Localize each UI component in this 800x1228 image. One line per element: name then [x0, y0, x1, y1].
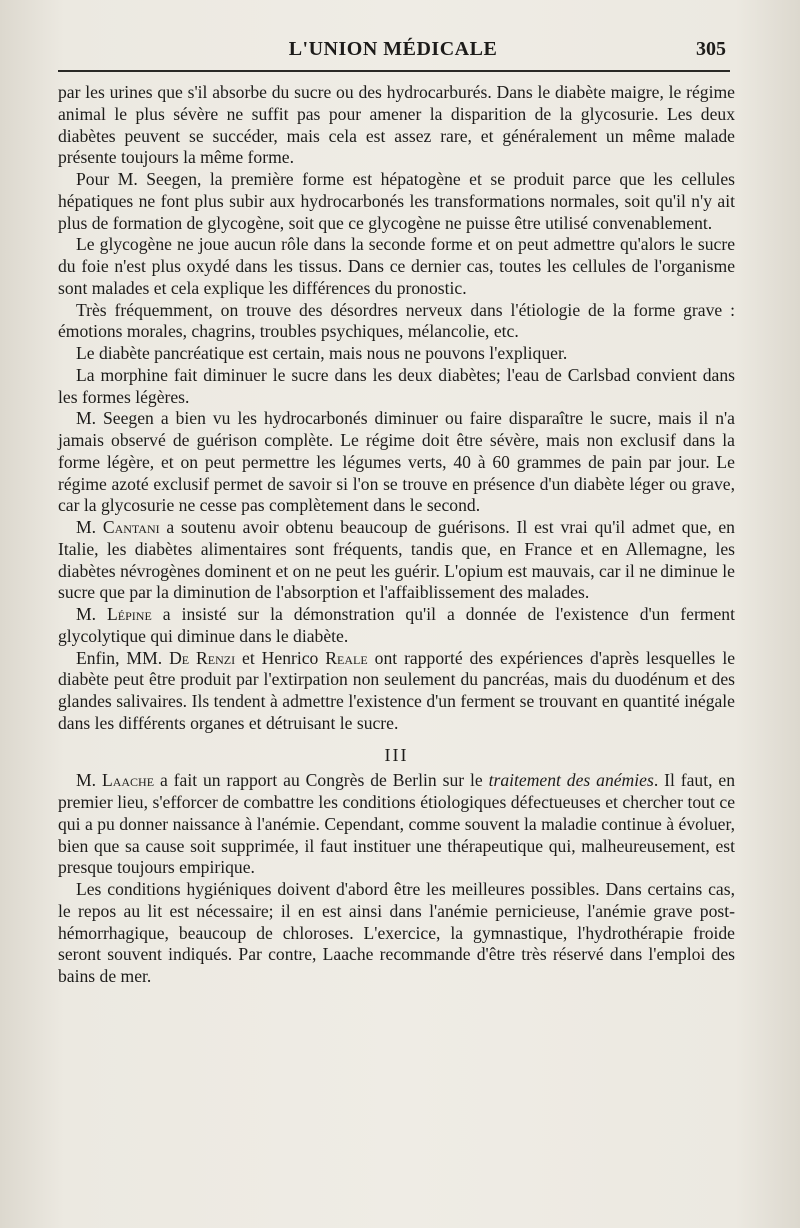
paragraph-text: . Il faut, en premier lieu, s'efforcer de combattre les conditions étiologiques défectueuses et chercher tout ce qui a pu donner naissance à l'anémie. Cependant, comme souvent la maladie continue à évoluer, bien que sa cause soit supprimée, il faut instituer une thérapeutique qui, malheureusement, est presque toujours empirique. — [58, 770, 736, 878]
paragraph-text: a fait un rapport au Congrès de Berlin sur le — [154, 770, 489, 791]
paragraph: La morphine fait diminuer le sucre dans les deux diabètes; l'eau de Carlsbad convient dans les formes légères. — [58, 364, 735, 407]
paragraph: Pour M. Seegen, la première forme est hépatogène et se produit parce que les cellules hépatiques ne font plus subir aux hydrocarbonés les transformations normales, soit qu'il n'y ait plus de formation de glycogène, soit que ce glycogène ne puisse être utilisé convenablement. — [58, 169, 735, 233]
paragraph — [58, 770, 735, 879]
italic-topic: traitement des anémies — [488, 770, 654, 791]
author-name: Laache — [101, 770, 155, 791]
author-name: Lépine — [107, 604, 152, 624]
paragraph — [58, 604, 735, 648]
paragraph — [58, 517, 735, 604]
paragraph-lead: M. — [76, 770, 102, 791]
author-name: Reale — [325, 647, 368, 668]
paragraph: par les urines que s'il absorbe du sucre ou des hydrocarburés. Dans le diabète maigre, le régime animal le plus sévère ne suffit pas pour amener la disparition de la glycosurie. Les deux diabètes peuvent se succéder, mais cela est assez rare, et généralement un même malade présente toujours la même forme. — [58, 82, 735, 168]
running-title: L'UNION MÉDICALE — [288, 38, 498, 60]
paragraph — [58, 648, 735, 735]
paragraph: Très fréquemment, on trouve des désordres nerveux dans l'étiologie de la forme grave : émotions morales, chagrins, troubles psychiques, mélancolie, etc. — [58, 299, 735, 342]
section-heading: III — [384, 744, 409, 765]
paragraph-text: a insisté sur la démonstration qu'il a donnée de l'existence d'un ferment glycolytique qui diminue dans le diabète. — [58, 604, 735, 646]
paragraph-lead: Enfin, MM. — [76, 647, 170, 668]
author-name: De Renzi — [169, 647, 236, 668]
article-body — [58, 82, 735, 988]
paragraph: Le diabète pancréatique est certain, mais nous ne pouvons l'expliquer. — [76, 343, 568, 363]
paragraph: Les conditions hygiéniques doivent d'abord être les meilleures possibles. Dans certains cas, le repos au lit est nécessaire; il en est ainsi dans l'anémie pernicieuse, l'anémie grave post-hémorrhagique, beaucoup de chloroses. L'exercice, la gymnastique, l'hydrothérapie froide seront souvent indiqués. Par contre, Laache recommande d'être très réservé dans l'emploi des bains de mer. — [58, 879, 735, 986]
page-number: 305 — [696, 38, 726, 60]
paragraph-text: et Henrico — [235, 647, 326, 668]
paragraph-text: a soutenu avoir obtenu beaucoup de guérisons. Il est vrai qu'il admet que, en Italie, les diabètes alimentaires sont fréquents, tandis que, en France et en Allemagne, les diabètes névrogènes dominent et on ne peut les guérir. L'opium est mauvais, car il ne diminue le sucre que par la diminution de l'absorption et l'affaiblissement des malades. — [58, 517, 735, 603]
page-header — [58, 36, 728, 66]
paragraph: Le glycogène ne joue aucun rôle dans la seconde forme et on peut admettre qu'alors le sucre du foie n'est plus oxydé dans les tissus. Dans ce dernier cas, toutes les cellules de l'organisme sont malades et cela explique les différences du pronostic. — [58, 234, 735, 298]
paragraph-lead: M. — [76, 517, 103, 537]
author-name: Cantani — [102, 517, 160, 537]
header-rule — [58, 70, 730, 72]
paragraph: M. Seegen a bien vu les hydrocarbonés diminuer ou faire disparaître le sucre, mais il n'a jamais observé de guérison complète. Le régime doit être sévère, mais non exclusif dans la forme légère, et on peut permettre les légumes verts, 40 à 60 grammes de pain par jour. Le régime azoté exclusif permet de savoir si l'on se trouve en présence d'un diabète léger ou grave, car la glycosurie ne cesse pas complètement dans le second. — [58, 408, 735, 516]
paragraph-text: ont rapporté des expériences d'après lesquelles le diabète peut être produit par l'extirpation non seulement du pancréas, mais du duodénum et des glandes salivaires. Ils tendent à admettre l'existence d'un ferment se trouvant en quantité inégale dans les différents organes et détruisant le sucre. — [58, 647, 736, 733]
paragraph-lead: M. — [76, 604, 108, 624]
